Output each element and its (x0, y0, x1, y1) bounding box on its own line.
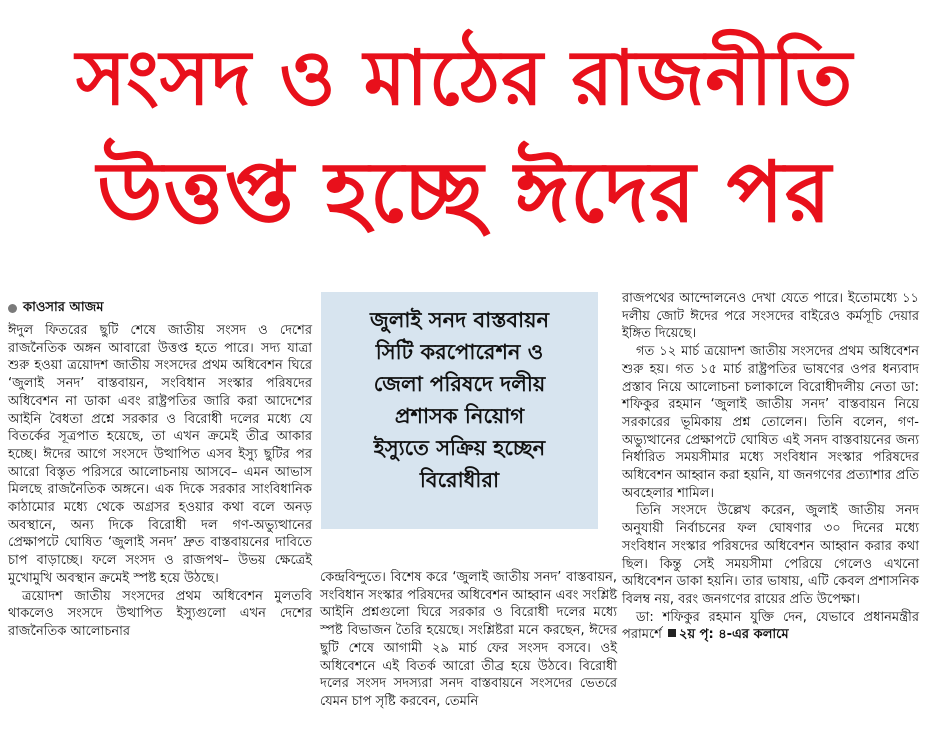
author-name: কাওসার আজম (23, 300, 104, 315)
highlight-box (321, 292, 598, 529)
byline (8, 298, 103, 319)
article-column-2 (320, 569, 617, 711)
continued-link[interactable]: ২য় পৃ: ৪-এর কলামে (679, 627, 789, 643)
paragraph: কেন্দ্রবিন্দুতে। বিশেষ করে ‘জুলাই জাতীয় সনদ’ বাস্তবায়ন, সংবিধান সংস্কার পরিষদের অধিবেশন আহ্বান এবং সংশ্লিষ্ট আইনি প্রশ্নগুলো ঘিরে সরকার ও বিরোধী দলের মধ্যে স্পষ্ট বিভাজন তৈরি হয়েছে। সংশ্লিষ্টরা মনে করছেন, ঈদের ছুটি শেষে আগামী ২৯ মার্চ ফের সংসদ বসবে। ওই অধিবেশনে এই বিতর্ক আরো তীব্র হয়ে উঠবে। বিরোধী দলের সংসদ সদস্যরা সনদ বাস্তবায়নে সংসদের ভেতরে যেমন চাপ সৃষ্টি করবেন, তেমনি (320, 570, 617, 709)
highlight-line: সিটি করপোরেশন ও (375, 340, 544, 364)
headline-line-2: উত্তপ্ত হচ্ছে ঈদের পর (97, 143, 832, 241)
article-column-1 (8, 322, 312, 641)
highlight-line: বিরোধীরা (419, 468, 500, 492)
paragraph: ত্রয়োদশ জাতীয় সংসদের প্রথম অধিবেশন মুলতবি থাকলেও সংসদে উত্থাপিত ইস্যুগুলো এখন দেশের রাজনৈতিক আলোচনার (8, 588, 312, 639)
highlight-line: জুলাই সনদ বাস্তবায়ন (369, 308, 550, 332)
bullet-icon (8, 304, 17, 313)
article-column-3 (622, 290, 919, 644)
highlight-line: জেলা পরিষদে দলীয় (373, 372, 546, 396)
square-bullet-icon (668, 629, 676, 637)
highlight-line: ইস্যুতে সক্রিয় হচ্ছেন (373, 436, 546, 460)
highlight-line: প্রশাসক নিয়োগ (394, 404, 525, 428)
paragraph: তিনি সংসদে উল্লেখ করেন, জুলাই জাতীয় সনদ অনুযায়ী নির্বাচনের ফল ঘোষণার ৩০ দিনের মধ্যে সংবিধান সংস্কার পরিষদের অধিবেশন আহ্বান করার কথা ছিল। কিন্তু সেই সময়সীমা পেরিয়ে গেলেও এখনো অধিবেশন ডাকা হয়নি। তার ভাষায়, এটি কেবল প্রশাসনিক বিলম্ব নয়, বরং জনগণের রায়ের প্রতি উপেক্ষা। (622, 503, 919, 607)
paragraph-text: ডা: শফিকুর রহমান যুক্তি দেন, যেভাবে প্রধানমন্ত্রীর পরামর্শে (622, 609, 919, 643)
paragraph (622, 609, 919, 644)
paragraph: ঈদুল ফিতরের ছুটি শেষে জাতীয় সংসদ ও দেশের রাজনৈতিক অঙ্গন আবারো উত্তপ্ত হতে পারে। সদ্য যাত্রা শুরু হওয়া ত্রয়োদশ জাতীয় সংসদের প্রথম অধিবেশন ঘিরে ‘জুলাই সনদ’ বাস্তবায়ন, সংবিধান সংস্কার পরিষদের অধিবেশন না ডাকা এবং রাষ্ট্রপতির জারি করা আদেশের আইনি বৈধতা প্রশ্নে সরকার ও বিরোধী দলের মধ্যে যে বিতর্কের সূত্রপাত হয়েছে, তা এখন ক্রমেই তীব্র আকার হচ্ছে। ঈদের আগে সংসদে উত্থাপিত এসব ইস্যু ছুটির পর আরো বিস্তৃত পরিসরে আলোচনায় আসবে– এমন আভাস মিলছে রাজনৈতিক অঙ্গনে। এক দিকে সরকার সাংবিধানিক কাঠামোর মধ্যে থেকে অগ্রসর হওয়ার কথা বলে অনড় অবস্থানে, অন্য দিকে বিরোধী দল গণ-অভ্যুত্থানের প্রেক্ষাপটে ঘোষিত ‘জুলাই সনদ’ দ্রুত বাস্তবায়নের দাবিতে চাপ বাড়াচ্ছে। ফলে সংসদ ও রাজপথ– উভয় ক্ষেত্রেই মুখোমুখি অবস্থান ক্রমেই স্পষ্ট হয়ে উঠছে। (8, 323, 312, 586)
paragraph: রাজপথের আন্দোলনেও দেখা যেতে পারে। ইতোমধ্যে ১১ দলীয় জোট ঈদের পরে সংসদের বাইরেও কর্মসূচি দেয়ার ইঙ্গিত দিয়েছে। (622, 291, 919, 342)
headline-line-1: সংসদ ও মাঠের রাজনীতি (75, 33, 854, 122)
headline (0, 0, 929, 262)
paragraph: গত ১২ মার্চ ত্রয়োদশ জাতীয় সংসদের প্রথম অধিবেশন শুরু হয়। গত ১৫ মার্চ রাষ্ট্রপতির ভাষণের ওপর ধন্যবাদ প্রস্তাব নিয়ে আলোচনা চলাকালে বিরোধীদলীয় নেতা ডা: শফিকুর রহমান ‘জুলাই জাতীয় সনদ’ বাস্তবায়ন নিয়ে সরকারের ভূমিকায় প্রশ্ন তোলেন। তিনি বলেন, গণ-অভ্যুত্থানের প্রেক্ষাপটে ঘোষিত এই সনদ বাস্তবায়নের জন্য নির্ধারিত সময়সীমার মধ্যে সংবিধান সংস্কার পরিষদের অধিবেশন আহ্বান করা হয়নি, যা জনগণের প্রত্যাশার প্রতি অবহেলার শামিল। (622, 344, 919, 501)
